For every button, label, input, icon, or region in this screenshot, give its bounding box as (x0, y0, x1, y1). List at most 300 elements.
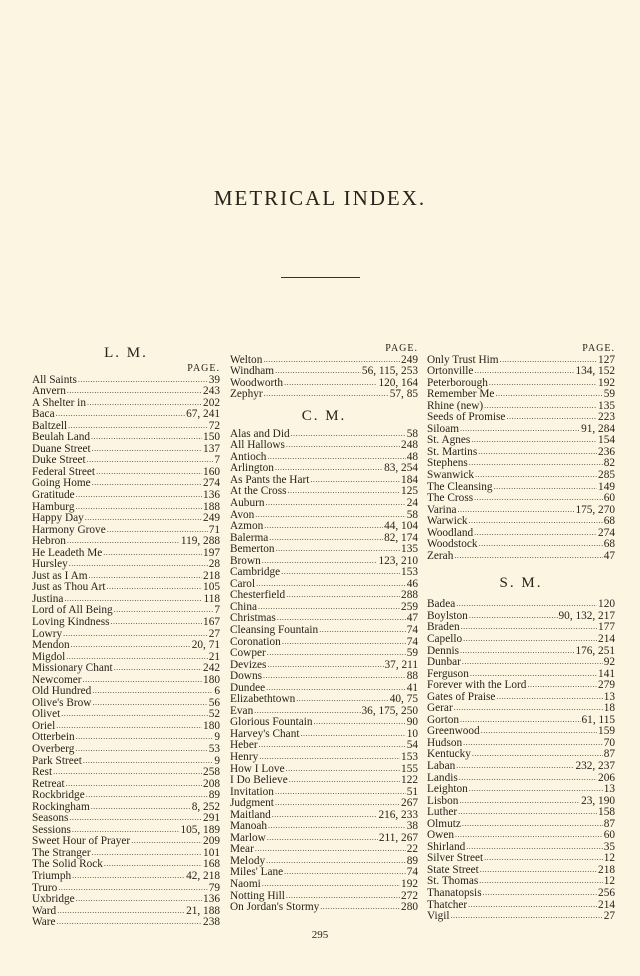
page-reference: 218 (598, 863, 615, 876)
page-reference: 60 (603, 829, 615, 842)
dot-leader (114, 663, 202, 675)
tune-name: Otterbein (32, 731, 75, 744)
page-reference: 214 (598, 632, 615, 645)
page-reference: 249 (401, 353, 418, 366)
tune-name: Ortonville (427, 365, 474, 378)
tune-name: Leighton (427, 783, 468, 796)
page-reference: 118 (203, 592, 220, 605)
index-entry (32, 767, 220, 779)
page-reference: 52 (208, 708, 220, 721)
entry-list-cm (230, 429, 418, 914)
tune-name: Devizes (230, 658, 267, 671)
page-reference: 8, 252 (191, 800, 220, 813)
page-reference: 23, 190 (581, 794, 615, 807)
tune-name: Evan (230, 704, 254, 717)
index-entry (32, 744, 220, 756)
page-reference: 285 (598, 468, 615, 481)
dot-leader (275, 366, 361, 378)
page-reference: 175, 270 (575, 503, 615, 516)
tune-name: Notting Hill (230, 889, 285, 902)
page-reference: 208 (203, 777, 220, 790)
tune-name: Azmon (230, 520, 264, 533)
index-entry (32, 698, 220, 710)
tune-name: Carol (230, 577, 256, 590)
page-reference: 154 (598, 434, 615, 447)
dot-leader (92, 444, 202, 456)
dot-leader (87, 455, 214, 467)
index-entry (427, 551, 615, 563)
dot-leader (268, 821, 406, 833)
page-reference: 54 (406, 739, 418, 752)
tune-name: Hursley (32, 558, 68, 571)
tune-name: He Leadeth Me (32, 546, 103, 559)
dot-leader (262, 879, 400, 891)
page-reference: 238 (203, 916, 220, 929)
dot-leader (469, 784, 603, 796)
tune-name: Windham (230, 365, 275, 378)
tune-name: Hudson (427, 736, 463, 749)
tune-name: Woodstock (427, 538, 478, 551)
index-entry (427, 830, 615, 842)
page-reference: 202 (203, 396, 220, 409)
page-reference: 56, 115, 253 (361, 365, 418, 378)
page-reference: 82 (603, 457, 615, 470)
tune-name: China (230, 600, 257, 613)
page-reference: 180 (203, 673, 220, 686)
dot-leader (466, 842, 602, 854)
tune-name: Harmony Grove (32, 523, 106, 536)
page-reference: 39 (208, 373, 220, 386)
page-reference: 135 (401, 543, 418, 556)
tune-name: Olmutz (427, 817, 461, 830)
page-reference: 74 (406, 635, 418, 648)
tune-name: Invitation (230, 785, 274, 798)
dot-leader (275, 798, 400, 810)
dot-leader (474, 493, 603, 505)
page-reference: 74 (406, 623, 418, 636)
page-number: 295 (311, 929, 329, 941)
dot-leader (89, 571, 203, 583)
page-reference: 188 (203, 500, 220, 513)
page-reference: 9 (214, 754, 220, 767)
entry-list-lm (32, 375, 220, 929)
tune-name: At the Cross (230, 485, 287, 498)
tune-name: Maitland (230, 808, 271, 821)
page-reference: 41 (406, 681, 418, 694)
page-reference: 89 (406, 854, 418, 867)
title-rule (281, 277, 360, 278)
tune-name: Naomi (230, 878, 261, 891)
tune-name: Gates of Praise (427, 690, 496, 703)
dot-leader (259, 752, 400, 764)
dot-leader (267, 660, 383, 672)
index-entry (230, 798, 418, 810)
tune-name: Silver Street (427, 852, 484, 865)
page-reference: 12 (603, 875, 615, 888)
page-reference: 59 (603, 388, 615, 401)
dot-leader (114, 605, 214, 617)
tune-name: Cleansing Fountain (230, 623, 319, 636)
index-entry (230, 879, 418, 891)
tune-name: Federal Street (32, 465, 96, 478)
tune-name: Brown (230, 554, 261, 567)
dot-leader (92, 698, 207, 710)
tune-name: Woodland (427, 526, 474, 539)
dot-leader (463, 634, 597, 646)
tune-name: Only Trust Him (427, 353, 499, 366)
page-reference: 288 (401, 589, 418, 602)
dot-leader (496, 692, 602, 704)
index-entry (427, 657, 615, 669)
entry-list-sm (427, 599, 615, 922)
dot-leader (460, 424, 580, 436)
tune-name: Dundee (230, 681, 266, 694)
dot-leader (314, 717, 406, 729)
tune-name: How I Love (230, 762, 285, 775)
tune-name: Downs (230, 670, 263, 683)
dot-leader (92, 478, 202, 490)
page-reference: 21, 188 (186, 904, 220, 917)
dot-leader (96, 467, 202, 479)
page-column-header: PAGE. (385, 343, 418, 354)
index-entry (32, 894, 220, 906)
page-reference: 134, 152 (575, 365, 615, 378)
dot-leader (460, 715, 581, 727)
tune-name: On Jordan's Stormy (230, 901, 320, 914)
page-reference: 72 (208, 419, 220, 432)
page-reference: 248 (401, 439, 418, 452)
page-reference: 291 (203, 812, 220, 825)
dot-leader (460, 646, 574, 658)
index-entry (427, 888, 615, 900)
page-reference: 53 (208, 743, 220, 755)
dot-leader (451, 911, 603, 923)
page-reference: 56 (208, 696, 220, 709)
dot-leader (104, 859, 202, 871)
dot-leader (263, 355, 400, 367)
tune-name: A Shelter in (32, 396, 86, 409)
index-entry (32, 883, 220, 895)
tune-name: Henry (230, 751, 259, 763)
dot-leader (67, 536, 180, 548)
page-reference: 92 (603, 656, 615, 669)
tune-name: All Saints (32, 373, 77, 386)
tune-name: Lowry (32, 627, 63, 640)
page-reference: 87 (603, 817, 615, 830)
tune-name: Overberg (32, 743, 75, 755)
page-reference: 6 (214, 685, 220, 698)
page-reference: 232, 237 (575, 760, 615, 772)
dot-leader (83, 675, 202, 687)
dot-leader (454, 703, 603, 715)
tune-name: Hamburg (32, 500, 75, 513)
page-reference: 127 (598, 353, 615, 366)
tune-name: Greenwood (427, 725, 480, 738)
index-entry (230, 706, 418, 718)
tune-name: Gratitude (32, 488, 75, 501)
page-reference: 272 (401, 889, 418, 902)
index-entry (427, 692, 615, 704)
tune-name: Hebron (32, 535, 66, 548)
tune-name: Baca (32, 408, 55, 421)
page-reference: 105 (203, 581, 220, 594)
tune-name: Gerar (427, 702, 453, 715)
index-entry (32, 709, 220, 721)
tune-name: Alas and Did (230, 427, 290, 440)
dot-leader (86, 790, 208, 802)
index-entry (427, 493, 615, 505)
index-entry (427, 911, 615, 923)
tune-name: Judgment (230, 797, 274, 810)
tune-name: St. Martins (427, 445, 478, 458)
tune-name: Cambridge (230, 566, 281, 579)
tune-name: Duke Street (32, 454, 86, 467)
dot-leader (469, 458, 603, 470)
tune-name: Rest (32, 766, 53, 779)
tune-name: Baltzell (32, 419, 68, 432)
tune-name: Balerma (230, 531, 269, 544)
dot-leader (480, 865, 597, 877)
tune-name: Newcomer (32, 673, 82, 686)
dot-leader (471, 435, 597, 447)
page-reference: 150 (203, 431, 220, 444)
dot-leader (472, 749, 603, 761)
tune-name: Loving Kindness (32, 615, 110, 628)
dot-leader (481, 726, 597, 738)
dot-leader (91, 802, 191, 814)
tune-name: Lisbon (427, 794, 459, 807)
entry-list-cm-continued (427, 355, 615, 563)
dot-leader (310, 475, 400, 487)
page-reference: 206 (598, 771, 615, 784)
tune-name: I Do Believe (230, 774, 288, 787)
tune-name: Rhine (new) (427, 399, 484, 412)
tune-name: Beulah Land (32, 431, 91, 444)
dot-leader (263, 671, 406, 683)
dot-leader (92, 686, 213, 698)
index-entry (230, 729, 418, 741)
page-reference: 9 (214, 731, 220, 744)
tune-name: Chesterfield (230, 589, 286, 602)
index-entry (32, 640, 220, 652)
page-reference: 68 (603, 515, 615, 528)
tune-name: Kentucky (427, 748, 471, 761)
page-reference: 192 (401, 878, 418, 891)
index-entry (32, 398, 220, 410)
page-reference: 180 (203, 719, 220, 732)
page-reference: 48 (406, 450, 418, 463)
tune-name: Welton (230, 353, 263, 366)
index-entry (230, 844, 418, 856)
index-entry (32, 756, 220, 768)
tune-name: Just as I Am (32, 569, 88, 582)
index-entry (230, 544, 418, 556)
dot-leader (111, 617, 203, 629)
dot-leader (459, 773, 597, 785)
tune-name: Elizabethtown (230, 693, 296, 706)
dot-leader (64, 594, 202, 606)
index-entry (427, 539, 615, 551)
tune-name: Olivet (32, 708, 61, 721)
dot-leader (484, 401, 597, 413)
page-reference: 136 (203, 488, 220, 501)
index-entry (427, 634, 615, 646)
tune-name: The Cleansing (427, 480, 493, 493)
dot-leader (461, 622, 597, 634)
index-entry (32, 906, 220, 918)
tune-name: Thanatopsis (427, 887, 482, 900)
tune-name: St. Agnes (427, 434, 471, 447)
page-reference: 153 (401, 751, 418, 763)
dot-leader (469, 516, 603, 528)
tune-name: Lord of All Being (32, 604, 113, 617)
tune-name: Seeds of Promise (427, 411, 506, 424)
index-entry (32, 386, 220, 398)
dot-leader (286, 891, 400, 903)
dot-leader (76, 894, 202, 906)
page-reference: 51 (406, 785, 418, 798)
dot-leader (272, 810, 378, 822)
tune-name: Shirland (427, 840, 466, 853)
page-reference: 22 (406, 843, 418, 856)
dot-leader (71, 640, 191, 652)
tune-name: Ferguson (427, 667, 469, 680)
tune-name: Going Home (32, 477, 91, 490)
tune-name: Uxbridge (32, 893, 75, 906)
dot-leader (291, 429, 406, 441)
tune-name: Laban (427, 760, 456, 772)
tune-name: Bemerton (230, 543, 275, 556)
index-entry (32, 409, 220, 421)
index-entry (230, 625, 418, 637)
page-reference: 243 (203, 385, 220, 398)
dot-leader (92, 848, 202, 860)
page-reference: 7 (214, 454, 220, 467)
page-reference: 58 (406, 508, 418, 521)
dot-leader (470, 669, 597, 681)
tune-name: Warwick (427, 515, 468, 528)
page-reference: 120, 164 (378, 376, 418, 389)
dot-leader (107, 525, 208, 537)
page-reference: 24 (406, 496, 418, 509)
page-reference: 13 (603, 690, 615, 703)
tune-name: Anvern (32, 385, 66, 398)
tune-name: Avon (230, 508, 255, 521)
dot-leader (57, 917, 202, 929)
page-column-header: PAGE. (187, 363, 220, 374)
dot-leader (478, 447, 597, 459)
dot-leader (275, 463, 383, 475)
page-reference: 18 (603, 702, 615, 715)
dot-leader (68, 421, 208, 433)
tune-name: Gorton (427, 713, 460, 726)
dot-leader (75, 744, 207, 756)
page-reference: 122 (401, 774, 418, 787)
section-heading-lm: L. M. (104, 345, 148, 361)
index-entry (230, 740, 418, 752)
page-reference: 91, 284 (581, 422, 615, 435)
dot-leader (457, 505, 574, 517)
dot-leader (56, 409, 186, 421)
tune-name: Missionary Chant (32, 662, 113, 675)
tune-name: Rockingham (32, 800, 90, 813)
tune-name: Rockbridge (32, 789, 85, 802)
tune-name: As Pants the Hart (230, 473, 310, 486)
dot-leader (72, 871, 185, 883)
index-entry (427, 900, 615, 912)
dot-leader (56, 721, 202, 733)
page-reference: 10 (406, 727, 418, 740)
dot-leader (286, 590, 400, 602)
tune-name: Harvey's Chant (230, 727, 300, 740)
index-entry (230, 590, 418, 602)
tune-name: Thatcher (427, 898, 468, 911)
dot-leader (458, 807, 597, 819)
dot-leader (53, 767, 202, 779)
dot-leader (462, 657, 603, 669)
dot-leader (264, 521, 383, 533)
page-reference: 21 (208, 650, 220, 663)
tune-name: Seasons (32, 812, 69, 825)
page-reference: 57, 85 (389, 388, 418, 401)
index-entry (230, 366, 418, 378)
page-reference: 267 (401, 797, 418, 810)
page-reference: 137 (203, 442, 220, 455)
page-reference: 58 (406, 427, 418, 440)
page-reference: 236 (598, 445, 615, 458)
page-reference: 120 (598, 598, 615, 611)
dot-leader (479, 876, 602, 888)
page-reference: 83, 254 (384, 462, 418, 475)
page-reference: 218 (203, 569, 220, 582)
tune-name: Duane Street (32, 442, 91, 455)
dot-leader (69, 813, 202, 825)
tune-name: Miles' Lane (230, 866, 284, 879)
dot-leader (527, 680, 597, 692)
dot-leader (266, 856, 406, 868)
tune-name: Arlington (230, 462, 274, 475)
tune-name: Retreat (32, 777, 65, 790)
dot-leader (61, 709, 207, 721)
tune-name: Mear (230, 843, 254, 856)
dot-leader (455, 830, 603, 842)
page-reference: 7 (214, 604, 220, 617)
tune-name: Dennis (427, 644, 460, 657)
tune-name: Justina (32, 592, 64, 605)
index-entry (32, 871, 220, 883)
dot-leader (282, 637, 406, 649)
page-reference: 101 (203, 846, 220, 859)
page-reference: 214 (598, 898, 615, 911)
tune-name: Old Hundred (32, 685, 92, 698)
dot-leader (320, 902, 400, 914)
tune-name: Christmas (230, 612, 276, 625)
tune-name: Sweet Hour of Prayer (32, 835, 131, 848)
page-reference: 274 (598, 526, 615, 539)
page-reference: 168 (203, 858, 220, 871)
tune-name: The Cross (427, 492, 474, 505)
index-entry (230, 389, 418, 401)
index-entry (230, 671, 418, 683)
tune-name: Dunbar (427, 656, 461, 669)
dot-leader (57, 906, 185, 918)
index-column-3 (427, 343, 615, 923)
dot-leader (475, 470, 597, 482)
dot-leader (254, 706, 360, 718)
index-entry (32, 721, 220, 733)
page-reference: 216, 233 (378, 808, 418, 821)
index-entry (427, 366, 615, 378)
